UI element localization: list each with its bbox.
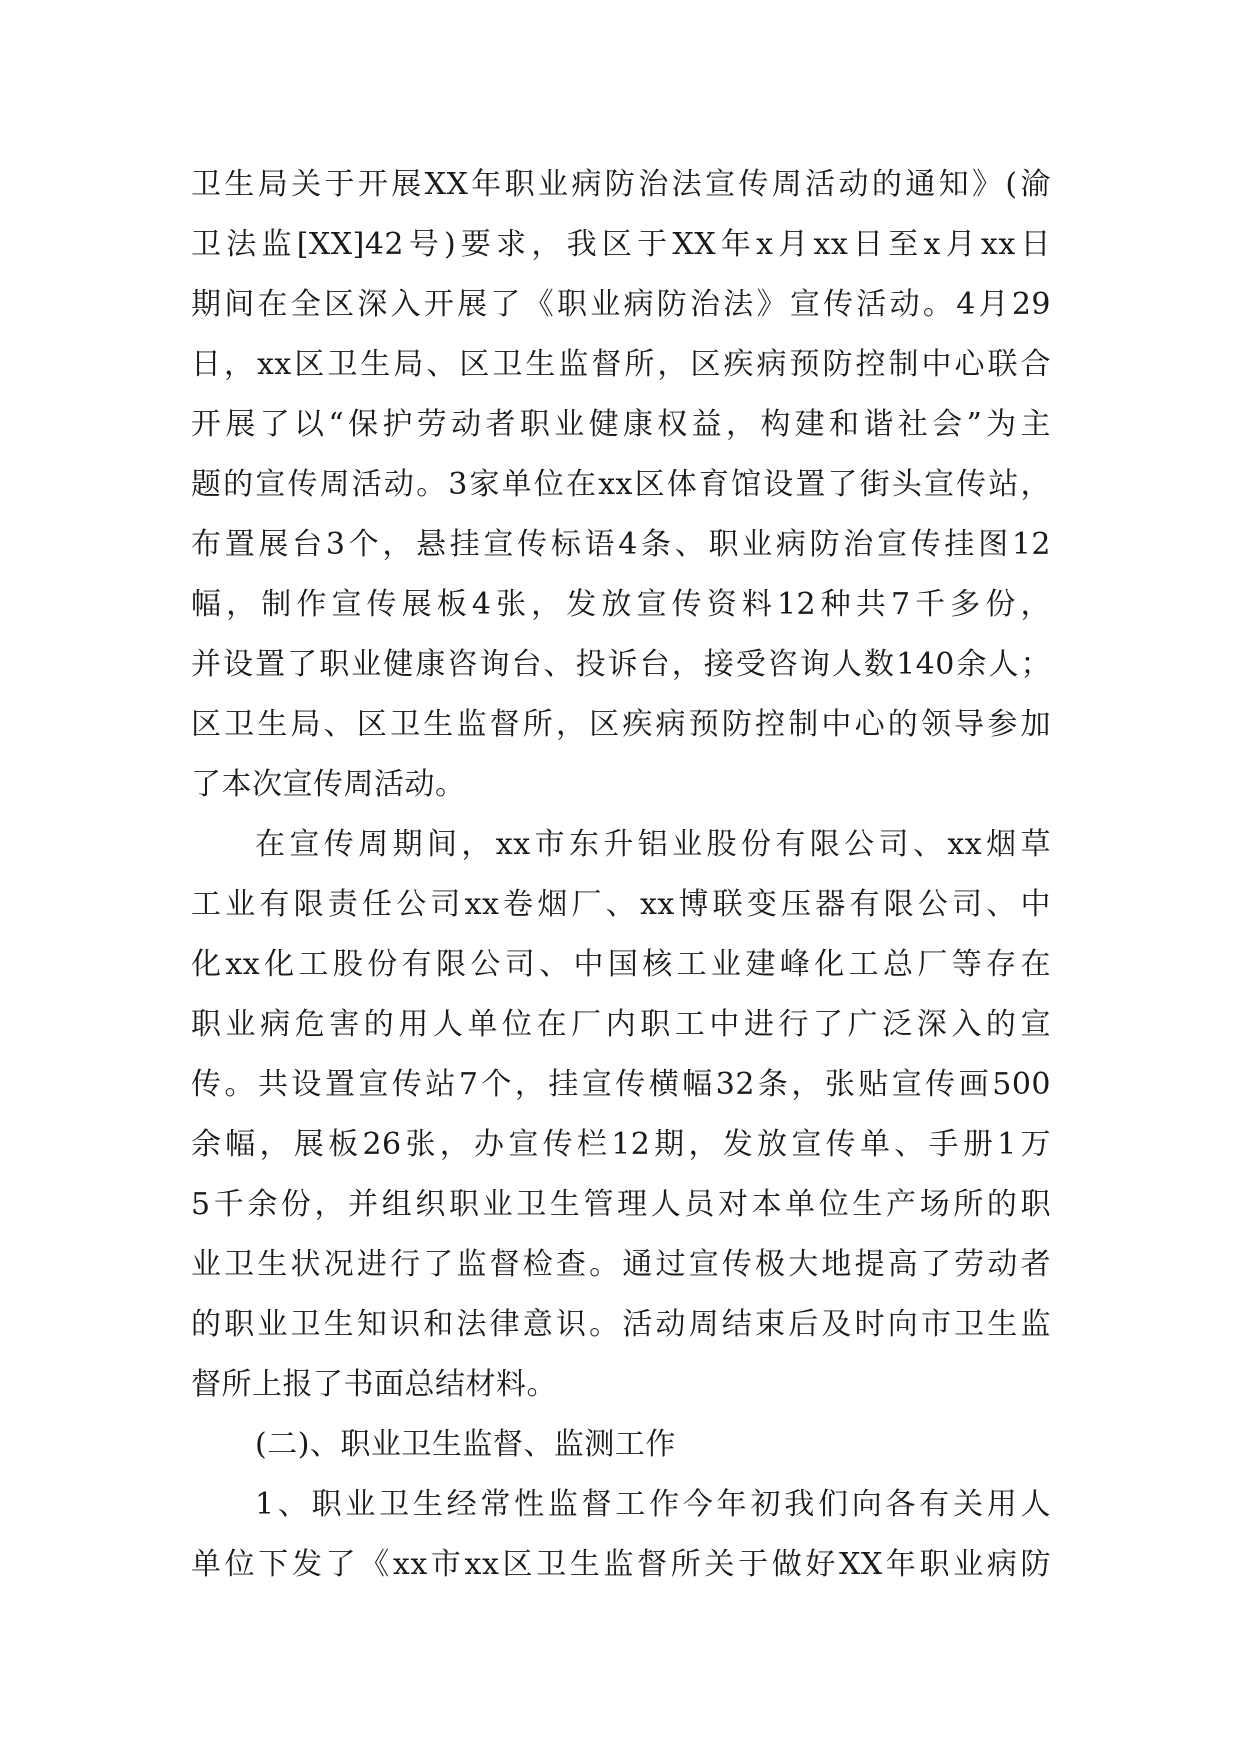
text-line: 职业病危害的用人单位在厂内职工中进行了广泛深入的宣 xyxy=(191,1007,1051,1042)
text-line: 余幅，展板26张，办宣传栏12期，发放宣传单、手册1万 xyxy=(191,1127,1051,1162)
paragraph-1 xyxy=(191,155,1051,815)
text-line: 开展了以“保护劳动者职业健康权益，构建和谐社会”为主 xyxy=(191,407,1051,442)
document-body xyxy=(191,155,1051,1595)
paragraph-4 xyxy=(191,1475,1051,1595)
text-line: 传。共设置宣传站7个，挂宣传横幅32条，张贴宣传画500 xyxy=(191,1067,1051,1102)
text-line: 并设置了职业健康咨询台、投诉台，接受咨询人数140余人； xyxy=(191,647,1051,682)
text-line: 业卫生状况进行了监督检查。通过宣传极大地提高了劳动者 xyxy=(191,1247,1051,1282)
text-line: 题的宣传周活动。3家单位在xx区体育馆设置了街头宣传站， xyxy=(191,467,1051,502)
text-line: 幅，制作宣传展板4张，发放宣传资料12种共7千多份， xyxy=(191,587,1051,622)
section-heading-text: (二)、职业卫生监督、监测工作 xyxy=(255,1427,676,1462)
text-line: 日，xx区卫生局、区卫生监督所，区疾病预防控制中心联合 xyxy=(191,347,1051,382)
text-line: 工业有限责任公司xx卷烟厂、xx博联变压器有限公司、中 xyxy=(191,887,1051,922)
text-line: 5千余份，并组织职业卫生管理人员对本单位生产场所的职 xyxy=(191,1187,1051,1222)
text-line: 卫生局关于开展XX年职业病防治法宣传周活动的通知》(渝 xyxy=(191,167,1051,202)
text-line: 布置展台3个，悬挂宣传标语4条、职业病防治宣传挂图12 xyxy=(191,527,1051,562)
text-line: 期间在全区深入开展了《职业病防治法》宣传活动。4月29 xyxy=(191,287,1051,322)
text-line: 在宣传周期间，xx市东升铝业股份有限公司、xx烟草 xyxy=(255,827,1051,862)
section-heading xyxy=(191,1415,1051,1475)
text-line: 督所上报了书面总结材料。 xyxy=(191,1367,557,1402)
text-line: 1、职业卫生经常性监督工作今年初我们向各有关用人 xyxy=(255,1487,1051,1522)
text-line: 区卫生局、区卫生监督所，区疾病预防控制中心的领导参加 xyxy=(191,707,1051,742)
text-line: 单位下发了《xx市xx区卫生监督所关于做好XX年职业病防 xyxy=(191,1547,1051,1582)
text-line: 化xx化工股份有限公司、中国核工业建峰化工总厂等存在 xyxy=(191,947,1051,982)
text-line: 的职业卫生知识和法律意识。活动周结束后及时向市卫生监 xyxy=(191,1307,1051,1342)
paragraph-2 xyxy=(191,815,1051,1415)
text-line: 卫法监[XX]42号)要求，我区于XX年x月xx日至x月xx日 xyxy=(191,227,1051,262)
text-line: 了本次宣传周活动。 xyxy=(191,767,466,802)
